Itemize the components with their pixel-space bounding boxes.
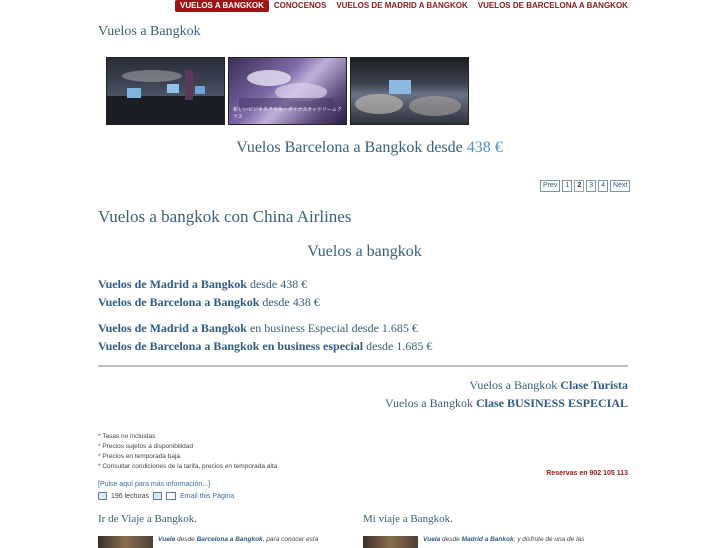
column-title-left[interactable]: Ir de Viaje a Bangkok. [98,513,198,525]
route-name[interactable]: Vuelos de Barcelona a Bangkok [98,295,260,309]
snippet-lead: Vuele [158,536,176,543]
snippet-text: , para conocer esta [262,536,319,543]
column-thumbnail-right[interactable] [363,536,418,548]
clase-business-link[interactable] [385,396,628,411]
pager-page-1[interactable]: 1 [562,180,572,192]
note-item: * Tasas no incluidas [98,433,156,440]
snippet-text: , y disfrute de una de las [513,536,585,543]
clase-label: Clase Turista [560,378,628,392]
article-meta [98,492,234,500]
route-item[interactable] [98,337,432,355]
photo-gallery [106,57,469,125]
clase-prefix: Vuelos a Bangkok [469,378,561,392]
pager-next-button[interactable]: Next [610,180,630,192]
print-icon[interactable] [153,492,162,500]
pager-page-3[interactable]: 3 [586,180,596,192]
clase-label: Clase BUSINESS ESPECIAL [475,396,628,410]
site-title: Vuelos a Bangkok [98,24,201,39]
more-info-link[interactable]: [Pulse aquí para más información...] [98,481,211,488]
note-item: * Precios sujetos a disponibilidad [98,443,194,450]
fare-notes [98,432,277,472]
column-snippet-left [158,536,318,543]
promo-price [0,139,727,157]
column-title-right[interactable]: Mi viaje a Bangkok. [363,513,453,525]
note-item: * Precios en temporada baja. [98,453,182,460]
note-item: * Consultar condiciones de la tarifa, precios en temporada alta [98,463,278,470]
nav-conocenos[interactable]: CONOCENOS [273,1,327,10]
route-price: desde 1.685 € [363,339,433,353]
read-count: 196 lecturas [111,492,150,500]
pager-prev-button[interactable]: Prev [540,180,560,192]
cabin-photo-1[interactable] [106,57,225,125]
nav-vuelos-a-bangkok[interactable]: VUELOS A BANGKOK [175,0,269,12]
heading-china-airlines: Vuelos a bangkok con China Airlines [98,207,352,226]
route-price: desde 438 € [259,295,320,309]
snippet-link[interactable]: Madrid a Bankok [461,536,514,543]
pager-page-4[interactable]: 4 [598,180,608,192]
route-name[interactable]: Vuelos de Madrid a Bangkok [98,321,247,335]
reservas-phone: Reservas en 902 105 113 [546,470,628,477]
route-name[interactable]: Vuelos de Barcelona a Bangkok en business especial [98,339,364,353]
clase-turista-link[interactable] [469,378,628,393]
route-item[interactable] [98,319,432,337]
cabin-photo-3[interactable] [350,57,469,125]
gallery-pager [540,180,630,192]
snippet-lead: Vuela [423,536,441,543]
route-price: desde 438 € [246,277,308,291]
cabin-photo-2[interactable] [228,57,347,125]
nav-madrid-bangkok[interactable]: VUELOS DE MADRID A BANGKOK [336,1,468,10]
route-price: en business Especial desde 1.685 € [246,321,418,335]
route-item[interactable] [98,293,432,311]
clase-prefix: Vuelos a Bangkok [385,396,476,410]
route-name[interactable]: Vuelos de Madrid a Bangkok [98,277,247,291]
promo-text: Vuelos Barcelona a Bangkok desde [236,139,463,156]
comment-icon [98,492,107,500]
email-link[interactable]: Email this Página [180,492,235,500]
pager-page-2[interactable]: 2 [574,180,584,192]
snippet-link[interactable]: Barcelona a Bangkok [196,536,263,543]
snippet-text: desde [175,536,197,543]
section-divider [98,365,628,367]
column-snippet-right [423,536,584,543]
email-icon[interactable] [166,492,176,500]
promo-amount: 438 € [466,139,503,156]
nav-barcelona-bangkok[interactable]: VUELOS DE BARCELONA A BANGKOK [477,1,628,10]
snippet-text: desde [440,536,462,543]
route-item[interactable] [98,275,432,293]
photo-caption: 新しいビジネスクラス・ダイナスティドリームクラス [233,107,342,120]
route-prices [98,275,432,355]
column-thumbnail-left[interactable] [98,536,153,548]
top-nav [175,0,633,13]
heading-vuelos-bangkok: Vuelos a bangkok [307,243,422,260]
